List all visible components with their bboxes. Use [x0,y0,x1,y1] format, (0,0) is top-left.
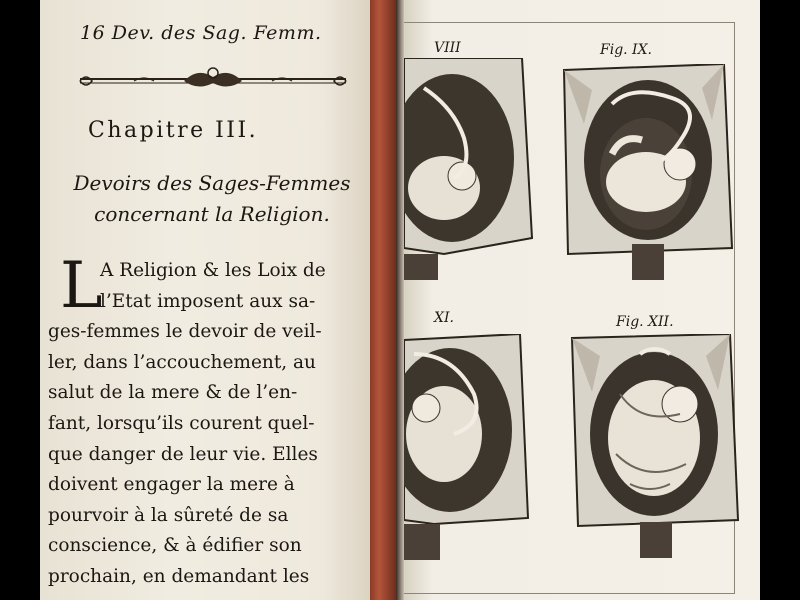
fetus-illustration-viii [404,58,534,280]
text-line: ges-femmes le devoir de veil- [48,321,322,343]
ornament-divider [74,62,352,92]
left-page [40,0,370,600]
figure-label: Fig. IX. [600,42,653,58]
text-line: fant, lorsqu’ils courent quel- [48,412,315,434]
text-line: ler, dans l’accouchement, au [48,351,316,373]
text-line: A Religion & les Loix de [100,260,326,281]
chapter-subtitle [62,168,362,229]
right-page-plate [404,0,760,600]
fetus-illustration-xi [404,334,532,560]
chapter-title: Chapitre III. [88,118,259,143]
subtitle-line: Devoirs des Sages-Femmes [73,171,351,195]
fetus-illustration-ix [562,64,734,280]
figure-label: Fig. XII. [616,314,674,330]
text-line: pourvoir à la sûreté de sa [48,504,289,526]
text-line: l’Etat imposent aux sa- [100,290,316,312]
subtitle-line: concernant la Religion. [94,201,330,226]
figure-label: XI. [434,310,454,326]
running-head: 16 Dev. des Sag. Femm. [80,22,322,44]
text-line: salut de la mere & de l’en- [48,382,298,404]
body-text [48,249,348,593]
text-line: doivent engager la mere à [48,474,295,496]
figure-label: VIII [434,40,461,56]
text-line: que danger de leur vie. Elles [48,443,318,465]
text-line: prochain, en demandant les [48,565,310,587]
text-line: conscience, & à édifier son [48,535,302,557]
book-spine [370,0,396,600]
fetus-illustration-xii [570,334,740,558]
book-spread [40,0,760,600]
drop-cap: L [60,249,103,323]
gutter-shadow [396,0,404,600]
